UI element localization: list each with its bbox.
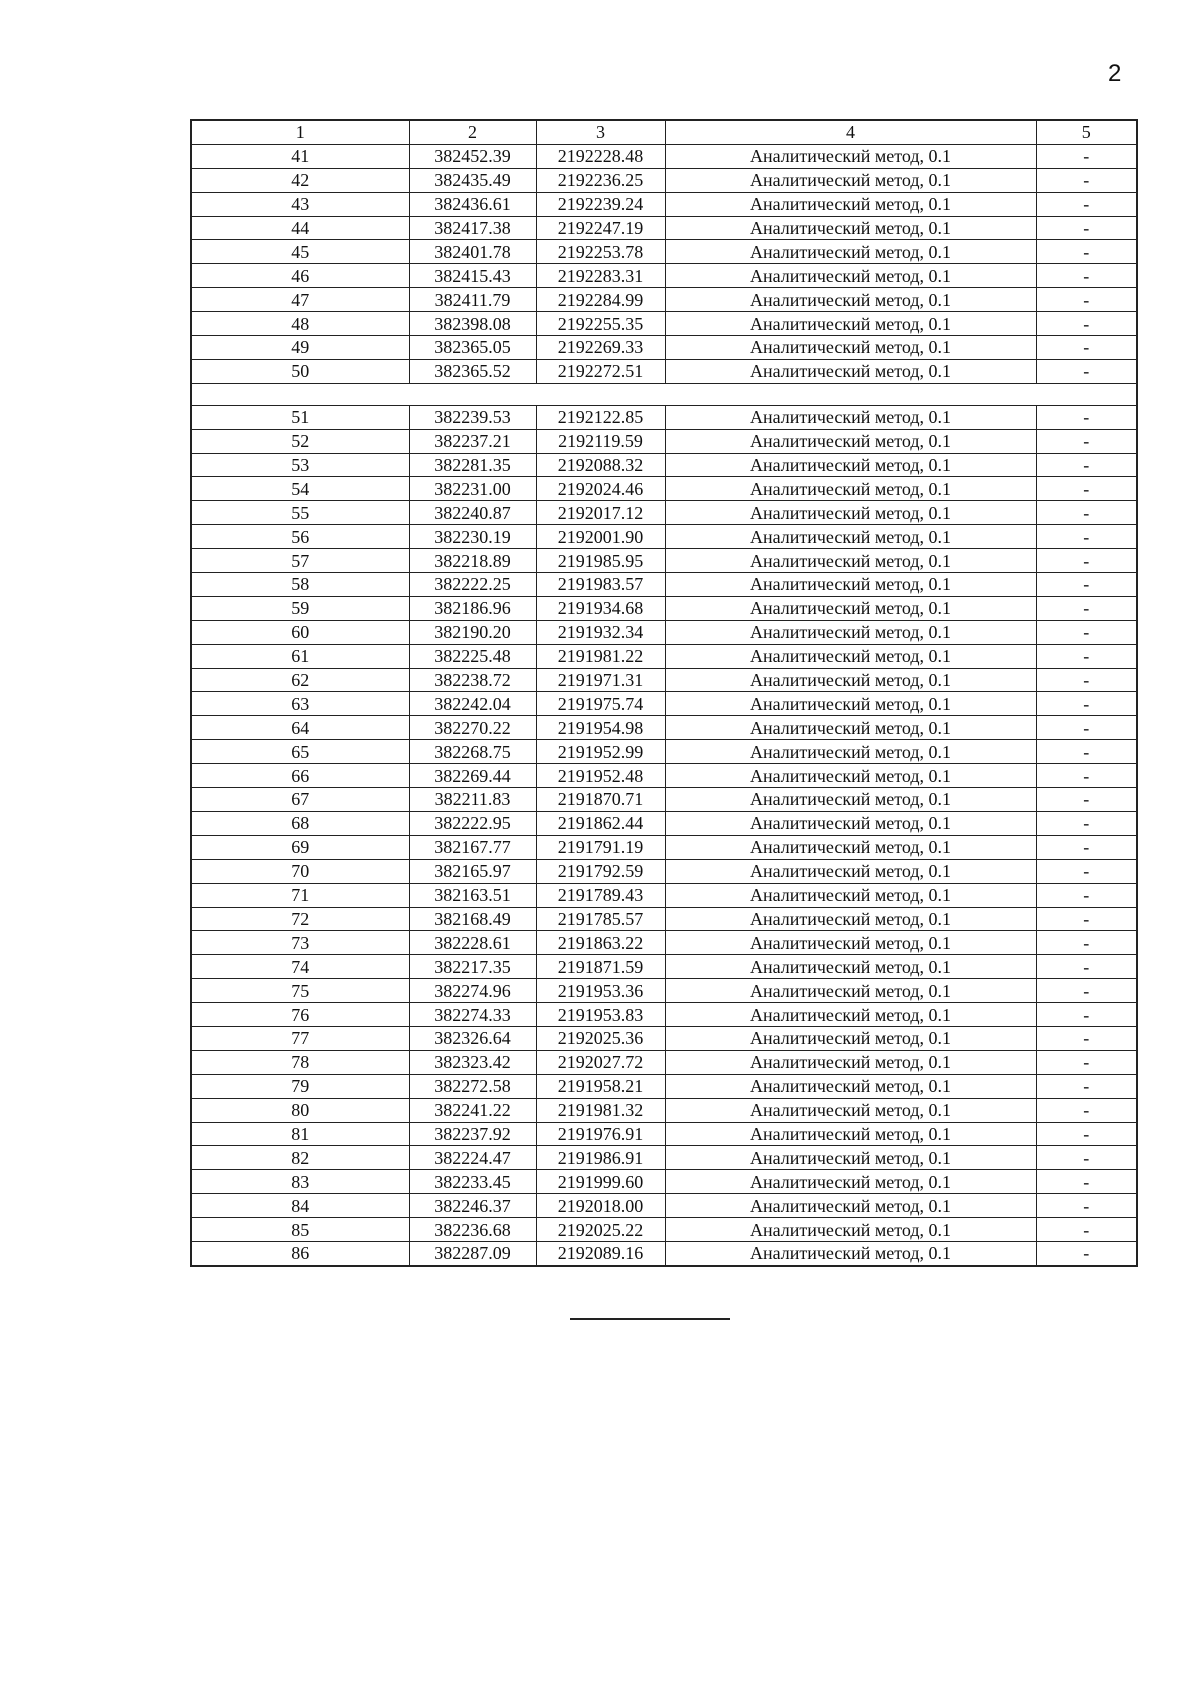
table-row	[191, 240, 1137, 264]
method-cell: Аналитический метод, 0.1	[665, 240, 1036, 264]
table-row	[191, 1098, 1137, 1122]
point-number-cell: 54	[191, 477, 409, 501]
x-coordinate-cell: 382238.72	[409, 668, 536, 692]
note-cell: -	[1036, 907, 1137, 931]
method-cell: Аналитический метод, 0.1	[665, 477, 1036, 501]
note-cell: -	[1036, 1194, 1137, 1218]
method-cell: Аналитический метод, 0.1	[665, 1050, 1036, 1074]
x-coordinate-cell: 382411.79	[409, 288, 536, 312]
method-cell: Аналитический метод, 0.1	[665, 596, 1036, 620]
table-row	[191, 1026, 1137, 1050]
table-row	[191, 931, 1137, 955]
y-coordinate-cell: 2192024.46	[536, 477, 665, 501]
method-cell: Аналитический метод, 0.1	[665, 1194, 1036, 1218]
y-coordinate-cell: 2192283.31	[536, 264, 665, 288]
note-cell: -	[1036, 405, 1137, 429]
y-coordinate-cell: 2192255.35	[536, 312, 665, 336]
note-cell: -	[1036, 1026, 1137, 1050]
method-cell: Аналитический метод, 0.1	[665, 788, 1036, 812]
method-cell: Аналитический метод, 0.1	[665, 668, 1036, 692]
note-cell: -	[1036, 644, 1137, 668]
table-row	[191, 1241, 1137, 1265]
x-coordinate-cell: 382231.00	[409, 477, 536, 501]
note-cell: -	[1036, 811, 1137, 835]
x-coordinate-cell: 382167.77	[409, 835, 536, 859]
method-cell: Аналитический метод, 0.1	[665, 811, 1036, 835]
note-cell: -	[1036, 668, 1137, 692]
x-coordinate-cell: 382165.97	[409, 859, 536, 883]
x-coordinate-cell: 382228.61	[409, 931, 536, 955]
point-number-cell: 81	[191, 1122, 409, 1146]
method-cell: Аналитический метод, 0.1	[665, 907, 1036, 931]
note-cell: -	[1036, 1146, 1137, 1170]
method-cell: Аналитический метод, 0.1	[665, 1170, 1036, 1194]
method-cell: Аналитический метод, 0.1	[665, 429, 1036, 453]
y-coordinate-cell: 2192001.90	[536, 525, 665, 549]
y-coordinate-cell: 2191870.71	[536, 788, 665, 812]
coordinates-table	[190, 119, 1138, 1267]
point-number-cell: 47	[191, 288, 409, 312]
note-cell: -	[1036, 1074, 1137, 1098]
table-row	[191, 216, 1137, 240]
method-cell: Аналитический метод, 0.1	[665, 859, 1036, 883]
y-coordinate-cell: 2191985.95	[536, 549, 665, 573]
note-cell: -	[1036, 979, 1137, 1003]
x-coordinate-cell: 382287.09	[409, 1241, 536, 1265]
x-coordinate-cell: 382436.61	[409, 192, 536, 216]
point-number-cell: 64	[191, 716, 409, 740]
point-number-cell: 45	[191, 240, 409, 264]
note-cell: -	[1036, 264, 1137, 288]
table-row	[191, 1218, 1137, 1242]
table-row	[191, 859, 1137, 883]
y-coordinate-cell: 2191871.59	[536, 955, 665, 979]
table-row	[191, 811, 1137, 835]
method-cell: Аналитический метод, 0.1	[665, 764, 1036, 788]
point-number-cell: 66	[191, 764, 409, 788]
note-cell: -	[1036, 477, 1137, 501]
x-coordinate-cell: 382323.42	[409, 1050, 536, 1074]
point-number-cell: 48	[191, 312, 409, 336]
x-coordinate-cell: 382401.78	[409, 240, 536, 264]
y-coordinate-cell: 2191792.59	[536, 859, 665, 883]
point-number-cell: 75	[191, 979, 409, 1003]
table-row	[191, 453, 1137, 477]
x-coordinate-cell: 382417.38	[409, 216, 536, 240]
y-coordinate-cell: 2191976.91	[536, 1122, 665, 1146]
point-number-cell: 83	[191, 1170, 409, 1194]
x-coordinate-cell: 382222.25	[409, 573, 536, 597]
x-coordinate-cell: 382242.04	[409, 692, 536, 716]
point-number-cell: 70	[191, 859, 409, 883]
table-row	[191, 288, 1137, 312]
y-coordinate-cell: 2192284.99	[536, 288, 665, 312]
method-cell: Аналитический метод, 0.1	[665, 692, 1036, 716]
point-number-cell: 82	[191, 1146, 409, 1170]
header-cell: 1	[191, 120, 409, 144]
note-cell: -	[1036, 835, 1137, 859]
note-cell: -	[1036, 501, 1137, 525]
note-cell: -	[1036, 931, 1137, 955]
y-coordinate-cell: 2192025.36	[536, 1026, 665, 1050]
point-number-cell: 58	[191, 573, 409, 597]
x-coordinate-cell: 382230.19	[409, 525, 536, 549]
y-coordinate-cell: 2192236.25	[536, 168, 665, 192]
table-row	[191, 429, 1137, 453]
y-coordinate-cell: 2191971.31	[536, 668, 665, 692]
point-number-cell: 44	[191, 216, 409, 240]
point-number-cell: 57	[191, 549, 409, 573]
x-coordinate-cell: 382237.92	[409, 1122, 536, 1146]
note-cell: -	[1036, 168, 1137, 192]
table-row	[191, 1122, 1137, 1146]
table-group-2	[191, 405, 1137, 1266]
x-coordinate-cell: 382225.48	[409, 644, 536, 668]
point-number-cell: 72	[191, 907, 409, 931]
y-coordinate-cell: 2191981.32	[536, 1098, 665, 1122]
note-cell: -	[1036, 240, 1137, 264]
method-cell: Аналитический метод, 0.1	[665, 312, 1036, 336]
method-cell: Аналитический метод, 0.1	[665, 1122, 1036, 1146]
note-cell: -	[1036, 788, 1137, 812]
y-coordinate-cell: 2192027.72	[536, 1050, 665, 1074]
point-number-cell: 67	[191, 788, 409, 812]
method-cell: Аналитический метод, 0.1	[665, 883, 1036, 907]
y-coordinate-cell: 2192122.85	[536, 405, 665, 429]
table-row	[191, 692, 1137, 716]
method-cell: Аналитический метод, 0.1	[665, 1146, 1036, 1170]
point-number-cell: 41	[191, 144, 409, 168]
x-coordinate-cell: 382365.52	[409, 359, 536, 383]
x-coordinate-cell: 382211.83	[409, 788, 536, 812]
y-coordinate-cell: 2191986.91	[536, 1146, 665, 1170]
x-coordinate-cell: 382281.35	[409, 453, 536, 477]
method-cell: Аналитический метод, 0.1	[665, 716, 1036, 740]
table-row	[191, 573, 1137, 597]
point-number-cell: 86	[191, 1241, 409, 1265]
table-row	[191, 668, 1137, 692]
table-row	[191, 907, 1137, 931]
table-row	[191, 644, 1137, 668]
note-cell: -	[1036, 144, 1137, 168]
y-coordinate-cell: 2191953.83	[536, 1003, 665, 1027]
x-coordinate-cell: 382452.39	[409, 144, 536, 168]
x-coordinate-cell: 382218.89	[409, 549, 536, 573]
point-number-cell: 49	[191, 336, 409, 360]
x-coordinate-cell: 382236.68	[409, 1218, 536, 1242]
note-cell: -	[1036, 764, 1137, 788]
method-cell: Аналитический метод, 0.1	[665, 192, 1036, 216]
table-row	[191, 1050, 1137, 1074]
table-row	[191, 620, 1137, 644]
note-cell: -	[1036, 549, 1137, 573]
method-cell: Аналитический метод, 0.1	[665, 288, 1036, 312]
y-coordinate-cell: 2192017.12	[536, 501, 665, 525]
table-row	[191, 1003, 1137, 1027]
header-cell: 4	[665, 120, 1036, 144]
point-number-cell: 63	[191, 692, 409, 716]
note-cell: -	[1036, 453, 1137, 477]
y-coordinate-cell: 2191789.43	[536, 883, 665, 907]
table-row	[191, 716, 1137, 740]
y-coordinate-cell: 2191934.68	[536, 596, 665, 620]
note-cell: -	[1036, 1218, 1137, 1242]
x-coordinate-cell: 382274.96	[409, 979, 536, 1003]
x-coordinate-cell: 382272.58	[409, 1074, 536, 1098]
page-number: 2	[1108, 60, 1122, 87]
point-number-cell: 80	[191, 1098, 409, 1122]
table-row	[191, 168, 1137, 192]
note-cell: -	[1036, 716, 1137, 740]
note-cell: -	[1036, 336, 1137, 360]
x-coordinate-cell: 382415.43	[409, 264, 536, 288]
y-coordinate-cell: 2191983.57	[536, 573, 665, 597]
table-row	[191, 764, 1137, 788]
y-coordinate-cell: 2192228.48	[536, 144, 665, 168]
y-coordinate-cell: 2191999.60	[536, 1170, 665, 1194]
note-cell: -	[1036, 1170, 1137, 1194]
method-cell: Аналитический метод, 0.1	[665, 1098, 1036, 1122]
method-cell: Аналитический метод, 0.1	[665, 835, 1036, 859]
point-number-cell: 62	[191, 668, 409, 692]
point-number-cell: 68	[191, 811, 409, 835]
table-row	[191, 1074, 1137, 1098]
method-cell: Аналитический метод, 0.1	[665, 525, 1036, 549]
note-cell: -	[1036, 883, 1137, 907]
x-coordinate-cell: 382233.45	[409, 1170, 536, 1194]
x-coordinate-cell: 382241.22	[409, 1098, 536, 1122]
note-cell: -	[1036, 1050, 1137, 1074]
x-coordinate-cell: 382268.75	[409, 740, 536, 764]
method-cell: Аналитический метод, 0.1	[665, 740, 1036, 764]
point-number-cell: 77	[191, 1026, 409, 1050]
footer-rule	[570, 1318, 730, 1320]
note-cell: -	[1036, 620, 1137, 644]
method-cell: Аналитический метод, 0.1	[665, 405, 1036, 429]
y-coordinate-cell: 2192269.33	[536, 336, 665, 360]
table-group-1	[191, 144, 1137, 383]
note-cell: -	[1036, 1241, 1137, 1265]
y-coordinate-cell: 2191785.57	[536, 907, 665, 931]
note-cell: -	[1036, 740, 1137, 764]
method-cell: Аналитический метод, 0.1	[665, 931, 1036, 955]
point-number-cell: 42	[191, 168, 409, 192]
y-coordinate-cell: 2191954.98	[536, 716, 665, 740]
y-coordinate-cell: 2191958.21	[536, 1074, 665, 1098]
method-cell: Аналитический метод, 0.1	[665, 453, 1036, 477]
table-row	[191, 501, 1137, 525]
y-coordinate-cell: 2192025.22	[536, 1218, 665, 1242]
note-cell: -	[1036, 1003, 1137, 1027]
x-coordinate-cell: 382240.87	[409, 501, 536, 525]
header-cell: 5	[1036, 120, 1137, 144]
y-coordinate-cell: 2192119.59	[536, 429, 665, 453]
note-cell: -	[1036, 1098, 1137, 1122]
point-number-cell: 51	[191, 405, 409, 429]
method-cell: Аналитический метод, 0.1	[665, 1241, 1036, 1265]
y-coordinate-cell: 2191952.99	[536, 740, 665, 764]
method-cell: Аналитический метод, 0.1	[665, 168, 1036, 192]
section-separator-row	[191, 383, 1137, 405]
y-coordinate-cell: 2191862.44	[536, 811, 665, 835]
table-row	[191, 1146, 1137, 1170]
y-coordinate-cell: 2192247.19	[536, 216, 665, 240]
x-coordinate-cell: 382224.47	[409, 1146, 536, 1170]
method-cell: Аналитический метод, 0.1	[665, 264, 1036, 288]
table-row	[191, 549, 1137, 573]
x-coordinate-cell: 382326.64	[409, 1026, 536, 1050]
x-coordinate-cell: 382168.49	[409, 907, 536, 931]
table-row	[191, 979, 1137, 1003]
table-row	[191, 477, 1137, 501]
point-number-cell: 59	[191, 596, 409, 620]
y-coordinate-cell: 2191791.19	[536, 835, 665, 859]
x-coordinate-cell: 382246.37	[409, 1194, 536, 1218]
table-row	[191, 336, 1137, 360]
method-cell: Аналитический метод, 0.1	[665, 955, 1036, 979]
y-coordinate-cell: 2191953.36	[536, 979, 665, 1003]
note-cell: -	[1036, 573, 1137, 597]
point-number-cell: 53	[191, 453, 409, 477]
table-row	[191, 144, 1137, 168]
point-number-cell: 74	[191, 955, 409, 979]
point-number-cell: 65	[191, 740, 409, 764]
note-cell: -	[1036, 429, 1137, 453]
table-header-row	[191, 120, 1137, 144]
y-coordinate-cell: 2192018.00	[536, 1194, 665, 1218]
point-number-cell: 84	[191, 1194, 409, 1218]
method-cell: Аналитический метод, 0.1	[665, 144, 1036, 168]
note-cell: -	[1036, 596, 1137, 620]
point-number-cell: 61	[191, 644, 409, 668]
method-cell: Аналитический метод, 0.1	[665, 501, 1036, 525]
note-cell: -	[1036, 312, 1137, 336]
point-number-cell: 73	[191, 931, 409, 955]
table-row	[191, 1194, 1137, 1218]
method-cell: Аналитический метод, 0.1	[665, 573, 1036, 597]
x-coordinate-cell: 382274.33	[409, 1003, 536, 1027]
table-row	[191, 312, 1137, 336]
x-coordinate-cell: 382222.95	[409, 811, 536, 835]
x-coordinate-cell: 382163.51	[409, 883, 536, 907]
x-coordinate-cell: 382239.53	[409, 405, 536, 429]
table-row	[191, 883, 1137, 907]
y-coordinate-cell: 2191975.74	[536, 692, 665, 716]
point-number-cell: 50	[191, 359, 409, 383]
point-number-cell: 85	[191, 1218, 409, 1242]
x-coordinate-cell: 382186.96	[409, 596, 536, 620]
table-row	[191, 596, 1137, 620]
note-cell: -	[1036, 192, 1137, 216]
table-row	[191, 525, 1137, 549]
point-number-cell: 46	[191, 264, 409, 288]
x-coordinate-cell: 382365.05	[409, 336, 536, 360]
header-cell: 3	[536, 120, 665, 144]
table-row	[191, 1170, 1137, 1194]
y-coordinate-cell: 2192089.16	[536, 1241, 665, 1265]
y-coordinate-cell: 2192272.51	[536, 359, 665, 383]
point-number-cell: 60	[191, 620, 409, 644]
y-coordinate-cell: 2192088.32	[536, 453, 665, 477]
point-number-cell: 78	[191, 1050, 409, 1074]
y-coordinate-cell: 2191932.34	[536, 620, 665, 644]
method-cell: Аналитический метод, 0.1	[665, 549, 1036, 573]
x-coordinate-cell: 382217.35	[409, 955, 536, 979]
header-cell: 2	[409, 120, 536, 144]
point-number-cell: 76	[191, 1003, 409, 1027]
point-number-cell: 52	[191, 429, 409, 453]
table-row	[191, 359, 1137, 383]
point-number-cell: 71	[191, 883, 409, 907]
x-coordinate-cell: 382190.20	[409, 620, 536, 644]
method-cell: Аналитический метод, 0.1	[665, 1026, 1036, 1050]
point-number-cell: 69	[191, 835, 409, 859]
point-number-cell: 43	[191, 192, 409, 216]
point-number-cell: 56	[191, 525, 409, 549]
note-cell: -	[1036, 859, 1137, 883]
note-cell: -	[1036, 525, 1137, 549]
x-coordinate-cell: 382237.21	[409, 429, 536, 453]
table-row	[191, 405, 1137, 429]
method-cell: Аналитический метод, 0.1	[665, 1218, 1036, 1242]
method-cell: Аналитический метод, 0.1	[665, 216, 1036, 240]
table-row	[191, 264, 1137, 288]
y-coordinate-cell: 2192253.78	[536, 240, 665, 264]
x-coordinate-cell: 382270.22	[409, 716, 536, 740]
y-coordinate-cell: 2191952.48	[536, 764, 665, 788]
table-row	[191, 835, 1137, 859]
note-cell: -	[1036, 359, 1137, 383]
table-row	[191, 788, 1137, 812]
table-row	[191, 192, 1137, 216]
point-number-cell: 55	[191, 501, 409, 525]
note-cell: -	[1036, 955, 1137, 979]
method-cell: Аналитический метод, 0.1	[665, 620, 1036, 644]
method-cell: Аналитический метод, 0.1	[665, 979, 1036, 1003]
method-cell: Аналитический метод, 0.1	[665, 644, 1036, 668]
x-coordinate-cell: 382398.08	[409, 312, 536, 336]
y-coordinate-cell: 2191863.22	[536, 931, 665, 955]
note-cell: -	[1036, 288, 1137, 312]
y-coordinate-cell: 2191981.22	[536, 644, 665, 668]
method-cell: Аналитический метод, 0.1	[665, 336, 1036, 360]
point-number-cell: 79	[191, 1074, 409, 1098]
note-cell: -	[1036, 216, 1137, 240]
note-cell: -	[1036, 1122, 1137, 1146]
method-cell: Аналитический метод, 0.1	[665, 1003, 1036, 1027]
table-row	[191, 955, 1137, 979]
x-coordinate-cell: 382435.49	[409, 168, 536, 192]
method-cell: Аналитический метод, 0.1	[665, 359, 1036, 383]
method-cell: Аналитический метод, 0.1	[665, 1074, 1036, 1098]
y-coordinate-cell: 2192239.24	[536, 192, 665, 216]
x-coordinate-cell: 382269.44	[409, 764, 536, 788]
separator-cell	[191, 383, 1137, 405]
note-cell: -	[1036, 692, 1137, 716]
table-row	[191, 740, 1137, 764]
